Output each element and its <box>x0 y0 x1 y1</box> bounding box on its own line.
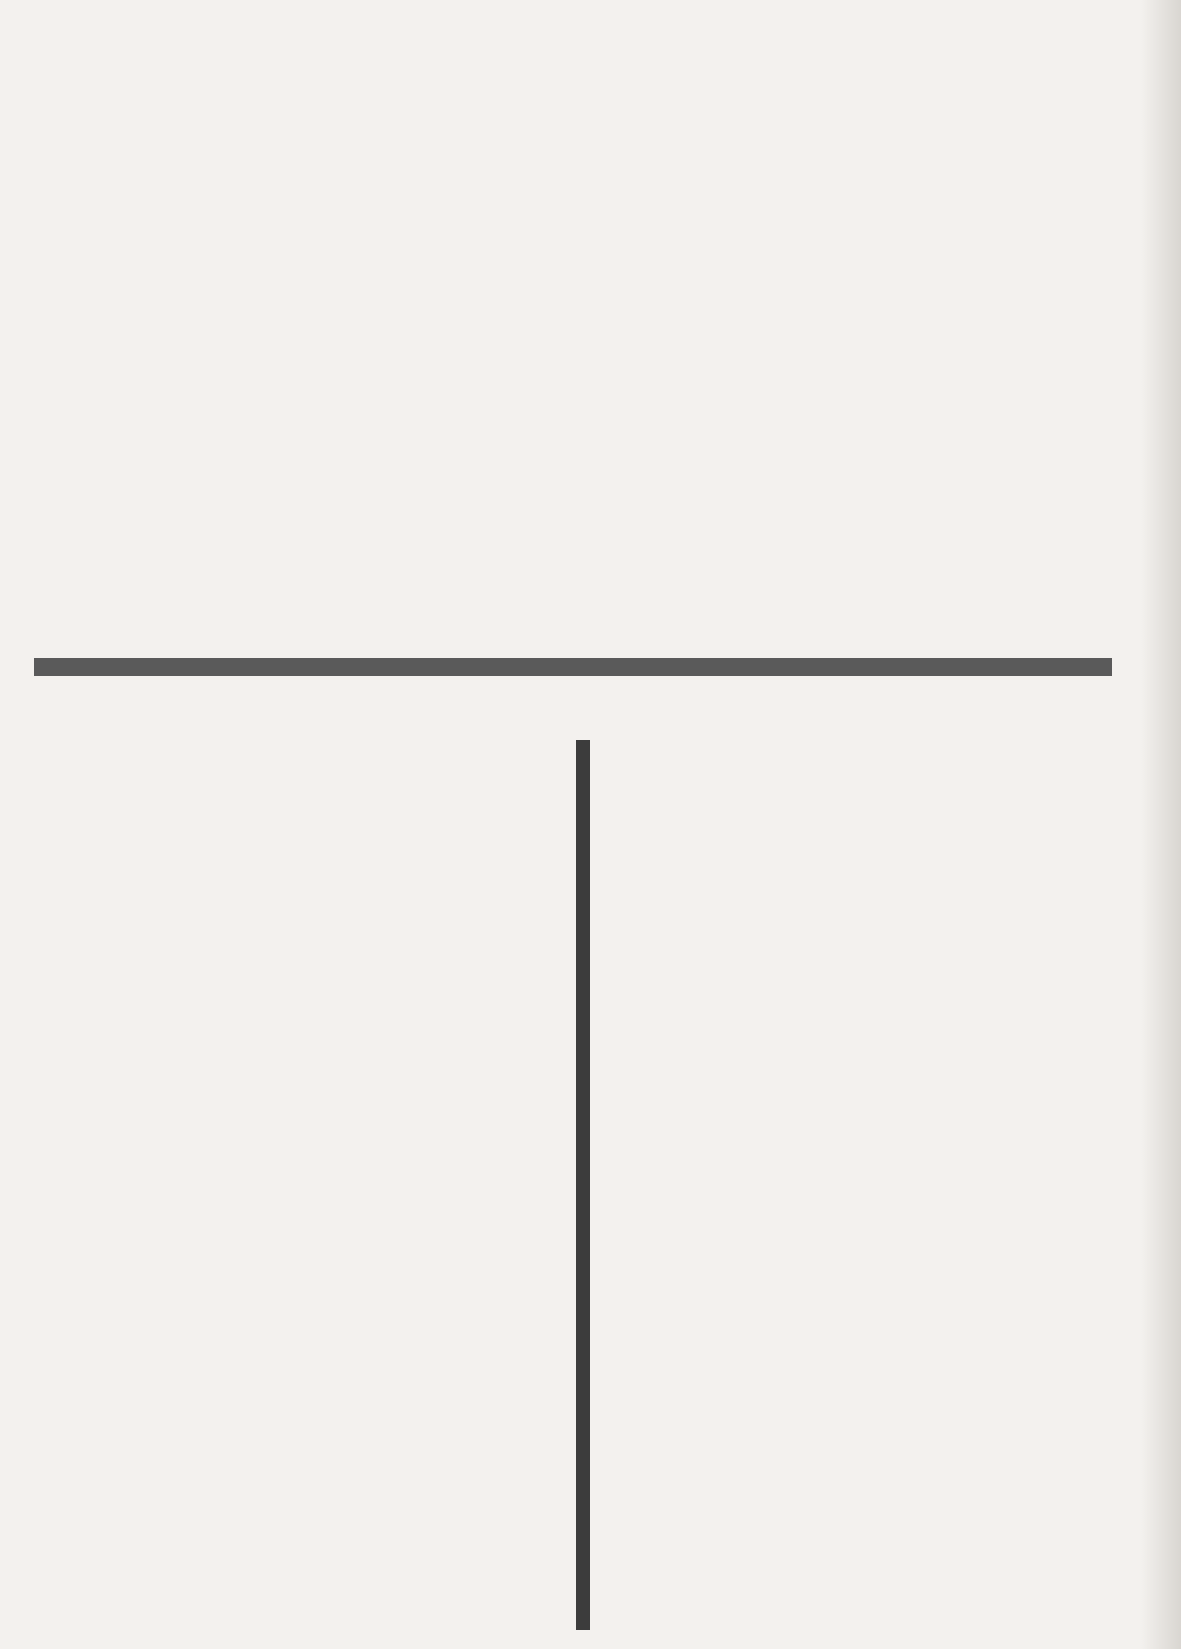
page-edge-shadow <box>1141 0 1181 1649</box>
column-divider <box>576 740 590 1630</box>
section-divider-bar <box>34 658 1112 676</box>
